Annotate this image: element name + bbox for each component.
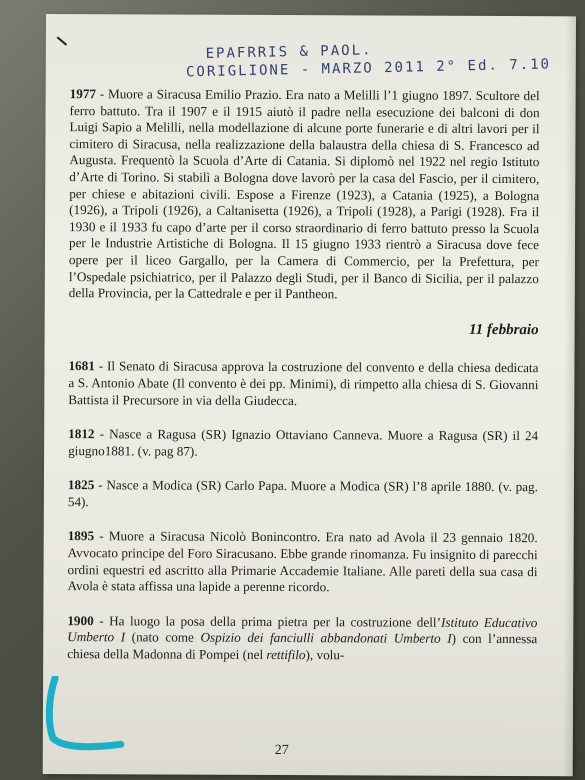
entry-text: - Il Senato di Siracusa approva la costruzione del convento e della chiesa dedicata a S. Antonio Abate (Il convento è dei pp. Minimi), di rimpetto alla chiesa di S. Giovanni Battista il Precursore in via della Giudecca. (68, 358, 539, 408)
page-number: 27 (274, 743, 289, 759)
handwritten-note (185, 37, 551, 81)
entry-year: 1825 (67, 477, 95, 493)
entry-text: - Muore a Siracusa Nicolò Bonincontro. Era nato ad Avola il 23 gennaio 1820. Avvocato principe del Foro Siracusano. Ebbe grande rinomanza. Fu insignito di parecchi ordini equestri ed ascritto alla Primarie Accademie Italiane. Alle pareti della sua casa di Avola è stata affissa una lapide a perenne ricordo. (67, 528, 538, 595)
pen-tick-mark (57, 36, 67, 45)
entry-year: 1681 (68, 358, 95, 374)
entry-italic-text: Ospizio dei fanciulli abbandonati Umberto I (200, 630, 452, 647)
entry-text: ) con l’annessa chiesa della Madonna di Pompei (nel (67, 631, 538, 662)
entry-1895 (67, 529, 537, 597)
entry-year: 1977 (69, 86, 97, 102)
entry-year: 1900 (67, 612, 94, 629)
entry-text: (nato come (125, 629, 201, 646)
entry-1900 (67, 613, 537, 665)
entry-1825 (68, 477, 538, 512)
handwritten-note-line-1: EPAFRRIS & PAOL. (205, 42, 373, 62)
entry-1812 (68, 426, 538, 461)
entry-text: - Nasce a Ragusa (SR) Ignazio Ottaviano Canneva. Muore a Ragusa (SR) il 24 giugno1881. (v. pag 87). (68, 426, 539, 459)
entry-text: ), volu- (305, 647, 345, 663)
page-body (67, 86, 540, 683)
entry-text: - Muore a Siracusa Emilio Prazio. Era nato a Melilli l’1 giugno 1897. Scultore del ferro battuto. Tra il 1907 e il 1915 aiutò il padre nella esecuzione dei balconi di don Luigi Sapio a Melilli, nella modellazione di alcune porte funerarie e di altri lavori per il cimitero di Siracusa, nella realizzazione della balaustra della chiesa di S. Francesco ad Augusta. Frequentò la Scuola d’Arte di Catania. Si diplomò nel 1922 nel regio Istituto d’Arte di Torino. Si stabilì a Bologna dove lavorò per la casa del Fascio, per il cimitero, per chiese e abitazioni civili. Espose a Firenze (1923), a Catania (1925), a Bologna (1926), a Tripoli (1926), a Caltanisetta (1926), a Tripoli (1928), a Parigi (1928). Fra il 1930 e il 1933 fu capo d’arte per il corso straordinario di ferro battuto presso la Scuola per le Industrie Artistiche di Bologna. Il 15 giugno 1933 rientrò a Siracusa dove fece opere per il liceo Gargallo, per la Camera di Commercio, per la Prefettura, per l’Ospedale psichiatrico, per il Palazzo degli Studi, per il Banco di Sicilia, per il palazzo della Provincia, per la Cattedrale e per il Pantheon. (68, 86, 540, 302)
entry-year: 1812 (68, 426, 95, 442)
entry-1681 (68, 358, 538, 410)
entry-text: - Ha luogo la posa della prima pietra per la costruzione dell’ (93, 613, 442, 630)
entry-italic-text: rettifilo (266, 646, 306, 663)
date-heading: 11 febbraio (468, 321, 539, 338)
entry-italic-text: Istituto Educativo Umberto I (67, 614, 538, 645)
entry-text: - Nasce a Modica (SR) Carlo Papa. Muore a Modica (SR) l’8 aprile 1880. (v. pag. 54). (67, 477, 538, 510)
entry-1977 (69, 86, 540, 304)
handwritten-note-line-2: CORIGLIONE - MARZO 2011 2° Ed. 7.10 (185, 56, 552, 81)
entry-year: 1895 (67, 528, 95, 544)
book-page (43, 14, 576, 776)
highlighter-bracket-mark (41, 676, 131, 756)
